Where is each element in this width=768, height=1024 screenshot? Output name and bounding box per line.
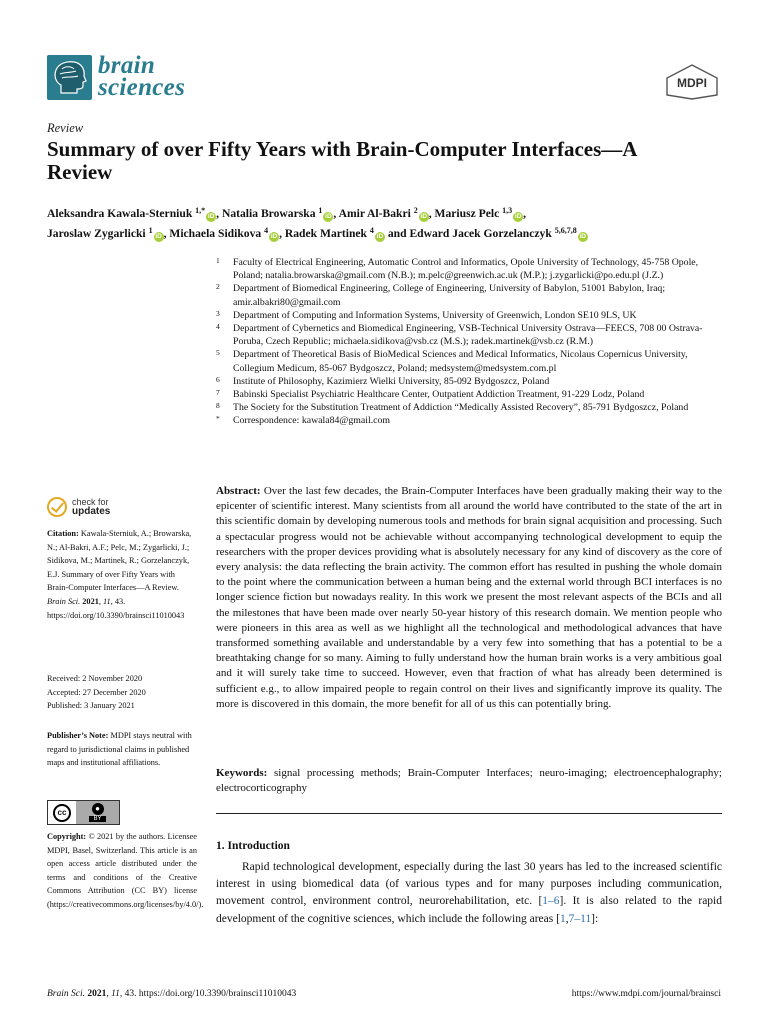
- affiliation-item: 8 The Society for the Substitution Treatment of Addiction “Medically Assisted Recovery”, 85-791 Bydgoszcz, Poland: [216, 401, 689, 414]
- affiliation-item: 2 Department of Biomedical Engineering, College of Engineering, University of Babylon, 51001 Babylon, Iraq; amir.albakri80@gmail.com: [216, 282, 666, 308]
- attribution-icon: ●: [92, 803, 104, 815]
- author-name: Michaela Sidikova: [169, 227, 262, 240]
- keywords: [216, 766, 722, 796]
- check-for-updates-button[interactable]: [47, 497, 110, 517]
- published-date: Published: 3 January 2021: [47, 701, 135, 711]
- affiliation-item: 7 Babinski Specialist Psychiatric Healthcare Center, Outpatient Addiction Treatment, 91-229 Lodz, Poland: [216, 388, 645, 401]
- orcid-icon[interactable]: iD: [376, 233, 384, 240]
- section-divider: [216, 813, 722, 814]
- journal-name: brain sciences: [98, 52, 186, 101]
- publisher-note: Publisher’s Note: MDPI stays neutral with regard to jurisdictional claims in published maps and institutional affiliations.: [47, 731, 192, 768]
- affiliations: [216, 256, 726, 428]
- keywords-label: Keywords:: [216, 767, 268, 779]
- author-list: Aleksandra Kawala-Sterniuk $^{1,*}$iD , Natalia Browarska $^1$iD , Amir Al-Bakri $^2$iD , Mariusz Pelc $^{1,3}$iD , Jaroslaw Zygarlicki $^1$iD , Michaela Sidikova $^4$iD , Radek Martinek $^4$iD and Edward Jacek Gorzelanczyk $^{5,6,7,8}$iD: [47, 206, 586, 240]
- abstract-label: Abstract:: [216, 485, 261, 497]
- affiliation-item: 4 Department of Cybernetics and Biomedical Engineering, VSB-Technical University Ostrava—FEECS, 708 00 Ostrava-Poruba, Czech Republic; michaela.sidikova@vsb.cz (M.S.); radek.martinek@vsb.cz (R.M.): [216, 322, 703, 348]
- author-name: Mariusz Pelc: [434, 207, 500, 220]
- check-updates-label: check for updates: [72, 497, 111, 517]
- intro-paragraph: Rapid technological development, especially during the last 30 years has led to the increased scientific interest in using biomedical data (of various types and for many purposes including communication, movement control, environment control, neurorehabilitation, etc. [1–6]. It is also related to the rapid development of the cognitive sciences, which include the following areas [1,7–11]:: [216, 861, 722, 925]
- keywords-text: signal processing methods; Brain-Computer Interfaces; neuro-imaging; electroencephalography; electrocorticography: [216, 767, 722, 795]
- affiliation-item: 6 Institute of Philosophy, Kazimierz Wielki University, 85-092 Bydgoszcz, Poland: [216, 374, 550, 387]
- check-updates-icon: [47, 497, 67, 517]
- svg-text:MDPI: MDPI: [677, 76, 707, 90]
- footer-doi-link[interactable]: , 43. https://doi.org/10.3390/brainsci11010043: [119, 989, 297, 999]
- article-type: Review: [47, 121, 84, 135]
- orcid-icon[interactable]: iD: [514, 213, 522, 220]
- journal-logo[interactable]: [47, 52, 186, 101]
- citation-block: Citation: Kawala-Sterniuk, A.; Browarska, N.; Al-Bakri, A.F.; Pelc, M.; Zygarlicki, J.; Sidikova, M.; Martinek, R.; Gorzelanczyk, E.J. Summary of over Fifty Years with Brain-Computer Interfaces—A Review. Brain Sci. 2021, 11, 43. https://doi.org/10.3390/brainsci11010043: [47, 529, 192, 620]
- author-name: Natalia Browarska: [221, 207, 316, 220]
- copyright-block: Copyright: © 2021 by the authors. Licensee MDPI, Basel, Switzerland. This article is an open access article distributed under the terms and conditions of the Creative Commons Attribution (CC BY) license (https://creativecommons.org/licenses/by/4.0/).: [47, 832, 204, 909]
- footer-citation: Brain Sci. 2021, 11, 43. https://doi.org/10.3390/brainsci11010043: [47, 989, 297, 999]
- received-date: Received: 2 November 2020: [47, 674, 143, 683]
- publication-dates: [47, 672, 197, 713]
- orcid-icon[interactable]: iD: [155, 233, 162, 240]
- affiliation-item: 5 Department of Theoretical Basis of BioMedical Sciences and Medical Informatics, Nicolaus Copernicus University, Collegium Medicum, 85-067 Bydgoszcz, Poland; medsystem@medsystem.com.pl: [216, 348, 688, 374]
- orcid-icon[interactable]: iD: [207, 213, 215, 220]
- abstract-text: Over the last few decades, the Brain-Computer Interfaces have been gradually making their way to the epicenter of scientific interest. Many scientists from all around the world have contributed to the state of the art in this scientific domain by developing numerous tools and methods for brain signal acquisition and processing. Such a spectacular progress would not be achievable without accompanying technological development to equip the researchers with the proper devices providing what is absolutely necessary for any kind of discovery as the core of every analysis: the data reflecting the brain activity. The common effort has resulted in pushing the whole domain to the point where the communication between a human being and the external world through BCI interfaces is no longer science fiction but nowadays reality. In this work we present the most relevant aspects of the BCIs and all the milestones that have been made over nearly 50-year history of this research domain. We mention people who were pioneers in this area as well as we highlight all the technological and methodological advances that have transformed something available and understandable by a very few into something that has a potential to be a breathtaking change for so many. Aiming to fully understand how the human brain works is a very ambitious goal and it will surely take time to succeed. However, even that fraction of what has already been determined is sufficient e.g., to allow impaired people to regain control on their lives and significantly improve its quality. The more is discovered in this domain, the more benefit for all of us this can potentially bring.: [216, 485, 723, 710]
- reference-link[interactable]: 1: [559, 912, 566, 925]
- correspondence: * Correspondence: kawala84@gmail.com: [216, 414, 391, 427]
- orcid-icon[interactable]: iD: [579, 233, 586, 240]
- footer-journal-url[interactable]: https://www.mdpi.com/journal/brainsci: [571, 989, 721, 999]
- author-name: Edward Jacek Gorzelanczyk: [409, 227, 552, 240]
- author-name: Jaroslaw Zygarlicki: [47, 227, 146, 240]
- citation-doi-link[interactable]: , 43. https://doi.org/10.3390/brainsci11010043: [47, 596, 185, 620]
- affiliation-item: 1 Faculty of Electrical Engineering, Automatic Control and Informatics, Opole University of Technology, 45-758 Opole, Poland; natalia.browarska@gmail.com (N.B.); m.pelc@greenwich.ac.uk (M.P.); j.zygarlicki@po.edu.pl (J.Z.): [216, 256, 699, 282]
- author-name: Amir Al-Bakri: [338, 207, 411, 220]
- abstract: [216, 484, 722, 712]
- orcid-icon[interactable]: iD: [325, 213, 332, 220]
- creative-commons-icon[interactable]: cc ● BY: [47, 800, 120, 825]
- accepted-date: Accepted: 27 December 2020: [47, 687, 146, 697]
- article-title: Summary of over Fifty Years with Brain-Computer Interfaces—A Review: [47, 137, 637, 184]
- brain-head-icon: [47, 55, 92, 100]
- author-name: Aleksandra Kawala-Sterniuk: [47, 207, 193, 220]
- author-name: Radek Martinek: [284, 227, 368, 240]
- reference-link[interactable]: 7–11: [568, 912, 592, 925]
- reference-link[interactable]: 1–6: [542, 895, 560, 908]
- mdpi-logo[interactable]: [665, 64, 719, 100]
- affiliation-item: 3 Department of Computing and Information Systems, University of Greenwich, London SE10 9LS, UK: [216, 308, 637, 321]
- section-heading: 1. Introduction: [216, 840, 290, 852]
- orcid-icon[interactable]: iD: [420, 213, 427, 220]
- orcid-icon[interactable]: iD: [270, 233, 278, 240]
